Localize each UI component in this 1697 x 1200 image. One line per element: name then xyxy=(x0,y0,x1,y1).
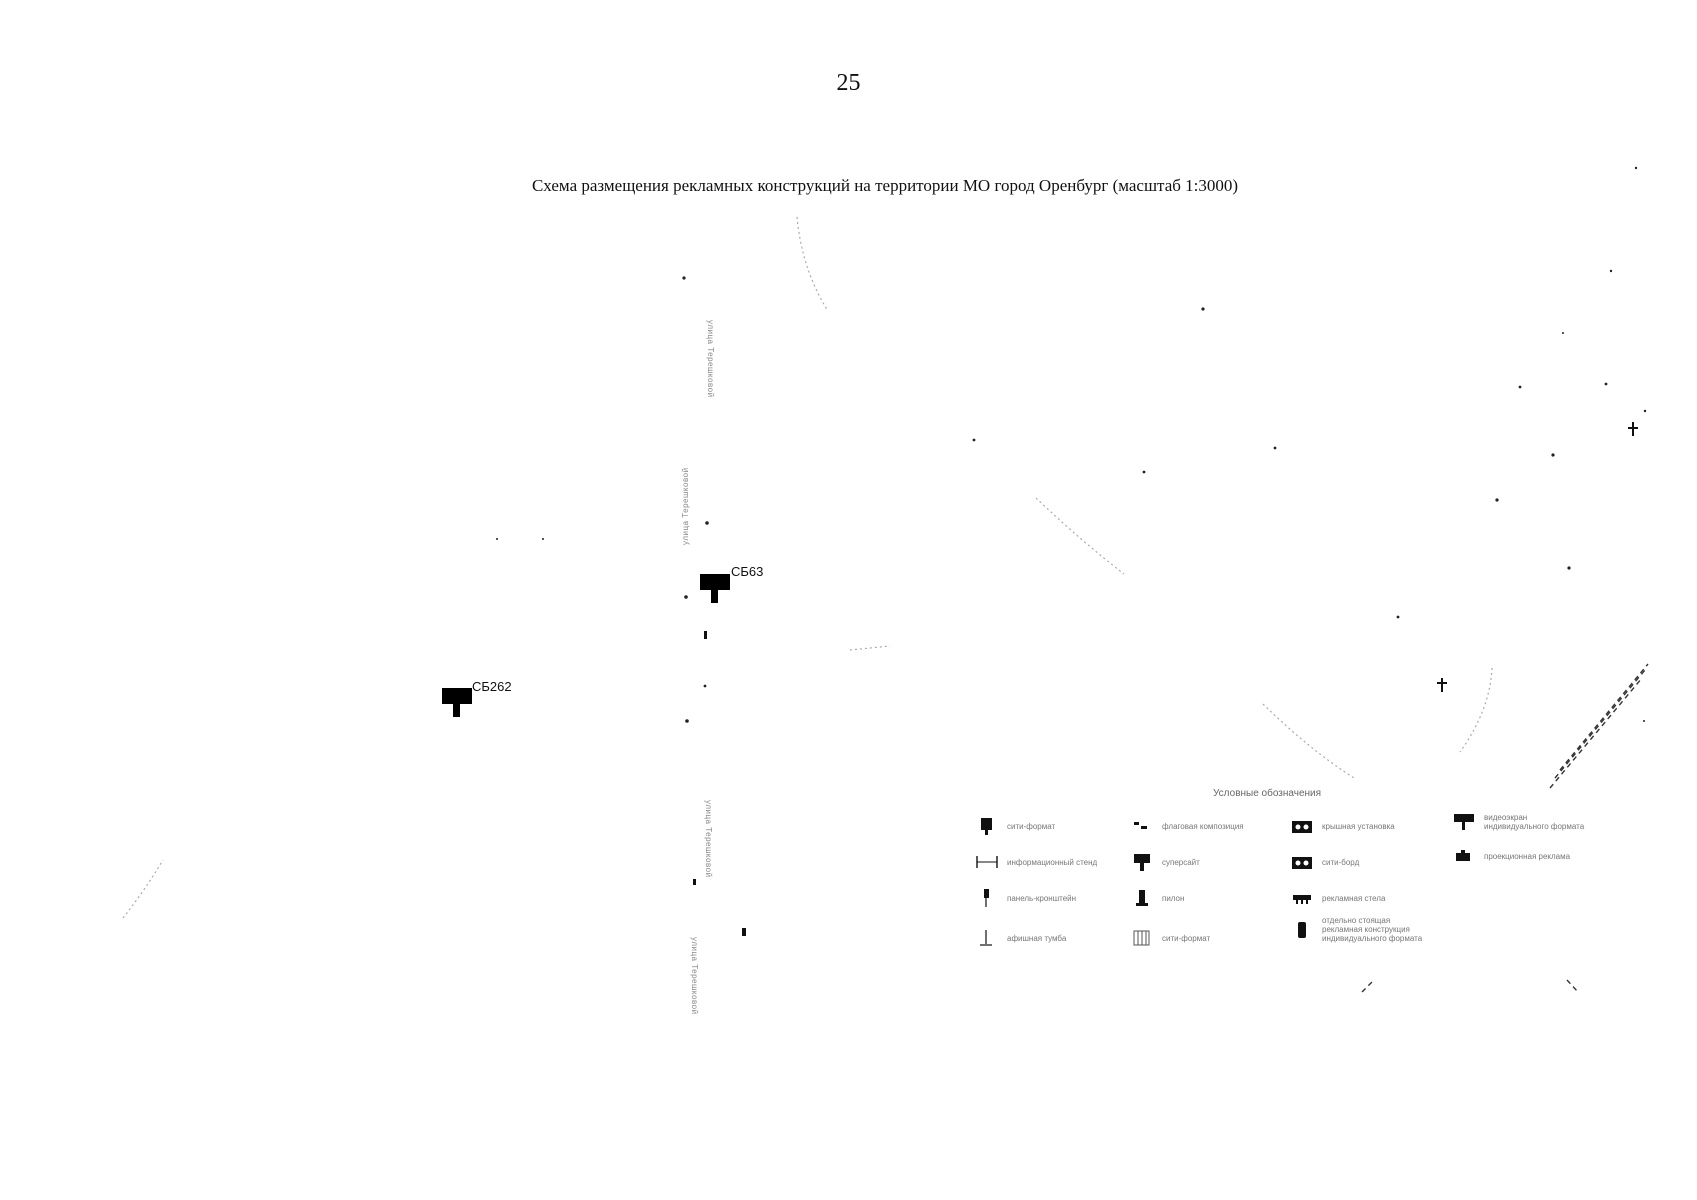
legend-item: информационный стенд xyxy=(975,852,1097,872)
poster-column-icon xyxy=(975,928,999,948)
grid-format-icon xyxy=(1130,928,1154,948)
construction-code: СБ63 xyxy=(731,564,764,579)
billboard-icon[interactable] xyxy=(700,574,730,603)
map-title: Схема размещения рекламных конструкций на территории МО город Оренбург (масштаб 1:3000) xyxy=(531,176,1239,195)
legend-item: пилон xyxy=(1130,888,1184,908)
info-stand-icon xyxy=(975,852,999,872)
advertising-stele-icon xyxy=(1290,888,1314,908)
supersite-icon xyxy=(1130,852,1154,872)
construction-code: СБ262 xyxy=(472,679,512,694)
city-board-icon xyxy=(1290,852,1314,872)
billboard-icon[interactable] xyxy=(442,688,472,717)
legend-item: флаговая композиция xyxy=(1130,816,1244,836)
projection-ad-icon xyxy=(1452,846,1476,866)
street-label: улица Терешковой xyxy=(704,800,713,878)
legend-item: проекционная реклама xyxy=(1452,846,1570,866)
legend-item: суперсайт xyxy=(1130,852,1200,872)
legend-item: сити-формат xyxy=(975,816,1055,836)
street-label: улица Терешковой xyxy=(690,937,699,1015)
street-label: улица Терешковой xyxy=(706,320,715,398)
legend-item: панель-кронштейн xyxy=(975,888,1076,908)
legend-item: рекламная стела xyxy=(1290,888,1385,908)
individual-structure-icon xyxy=(1290,920,1314,940)
legend-title: Условные обозначения xyxy=(1213,788,1322,799)
cross-icon xyxy=(1437,422,1638,692)
legend-item: видеоэкран индивидуального формата xyxy=(1452,812,1584,832)
video-screen-icon xyxy=(1452,812,1476,832)
street-label: улица Терешковой xyxy=(681,467,690,545)
legend-item: крышная установка xyxy=(1290,816,1395,836)
city-format-icon xyxy=(975,816,999,836)
page-number: 25 xyxy=(836,70,861,96)
flag-composition-icon xyxy=(1130,816,1154,836)
legend-item: отдельно стоящая рекламная конструкция индивидуального формата xyxy=(1290,916,1422,943)
roof-installation-icon xyxy=(1290,816,1314,836)
bracket-panel-icon xyxy=(975,888,999,908)
legend-item: сити-борд xyxy=(1290,852,1359,872)
legend-item: сити-формат xyxy=(1130,928,1210,948)
map-dots xyxy=(496,167,1646,723)
small-marks xyxy=(693,631,746,936)
map-legend xyxy=(955,788,1615,958)
pylon-icon xyxy=(1130,888,1154,908)
legend-item: афишная тумба xyxy=(975,928,1066,948)
